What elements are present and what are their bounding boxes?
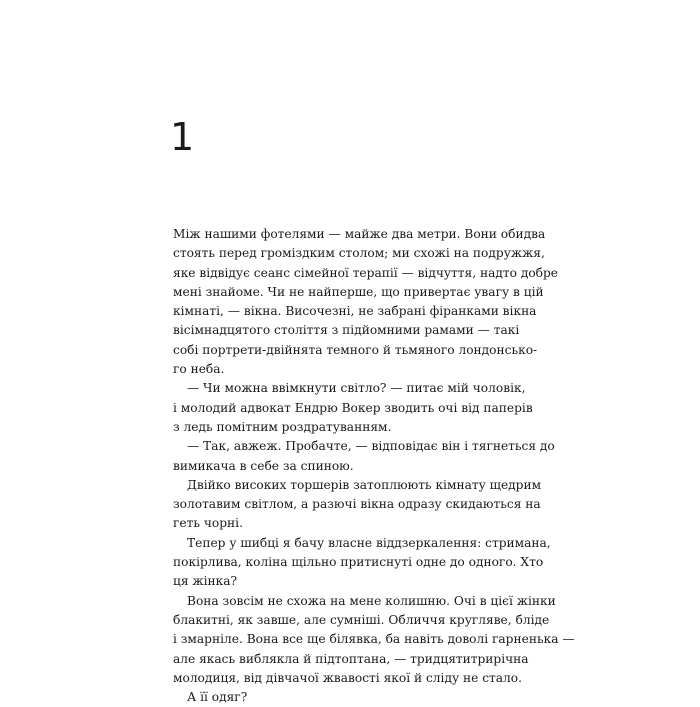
text-line: з ледь помітним роздратуванням.	[173, 419, 392, 434]
text-line: вісімнадцятого століття з підйомними рамами — такі	[173, 323, 520, 338]
text-line: Вона зовсім не схожа на мене колишню. Очі в цієї жінки	[187, 593, 556, 608]
text-line: — Чи можна ввімкнути світло? — питає мій чоловік,	[187, 381, 526, 396]
text-line: ця жінка?	[173, 574, 238, 589]
text-line: А її одяг?	[187, 690, 248, 705]
text-line: Між нашими фотелями — майже два метри. Вони обидва	[173, 227, 546, 241]
text-line: молодиця, від дівчачої жвавості якої й сліду не стало.	[173, 670, 522, 685]
text-line: і молодий адвокат Ендрю Вокер зводить очі від паперів	[173, 400, 533, 415]
text-line: і змарніле. Вона все ще білявка, ба навіть доволі гарненька —	[173, 632, 575, 647]
text-line: Двійко високих торшерів затоплюють кімнату щедрим	[187, 477, 542, 492]
text-line: го неба.	[173, 362, 225, 377]
text-line: покірлива, коліна щільно притиснуті одне до одного. Хто	[173, 555, 544, 570]
text-line: золотавим світлом, а разючі вікна одразу скидаються на	[173, 497, 541, 512]
text-line: вимикача в себе за спиною.	[173, 458, 354, 473]
chapter-body-text	[173, 225, 575, 707]
text-line: яке відвідує сеанс сімейної терапії — відчуття, надто добре	[173, 265, 559, 280]
text-line: геть чорні.	[173, 516, 243, 531]
text-line: мені знайоме. Чи не найперше, що привертає увагу в цій	[173, 284, 544, 299]
text-line: — Так, авжеж. Пробачте, — відповідає він і тягнеться до	[187, 439, 555, 454]
text-line: блакитні, як завше, але сумніші. Обличчя кругляве, бліде	[173, 612, 550, 627]
text-line: собі портрети-двійнята темного й тьмяного лондонсько-	[173, 342, 538, 357]
chapter-number: 1	[170, 115, 195, 159]
text-line: стоять перед громіздким столом; ми схожі на подружжя,	[173, 246, 545, 261]
text-line: Тепер у шибці я бачу власне віддзеркалення: стримана,	[187, 535, 551, 550]
text-line: кімнаті, — вікна. Височезні, не забрані фіранками вікна	[173, 304, 537, 319]
text-line: але якась виблякла й підтоптана, — тридцятитрирічна	[173, 651, 529, 666]
